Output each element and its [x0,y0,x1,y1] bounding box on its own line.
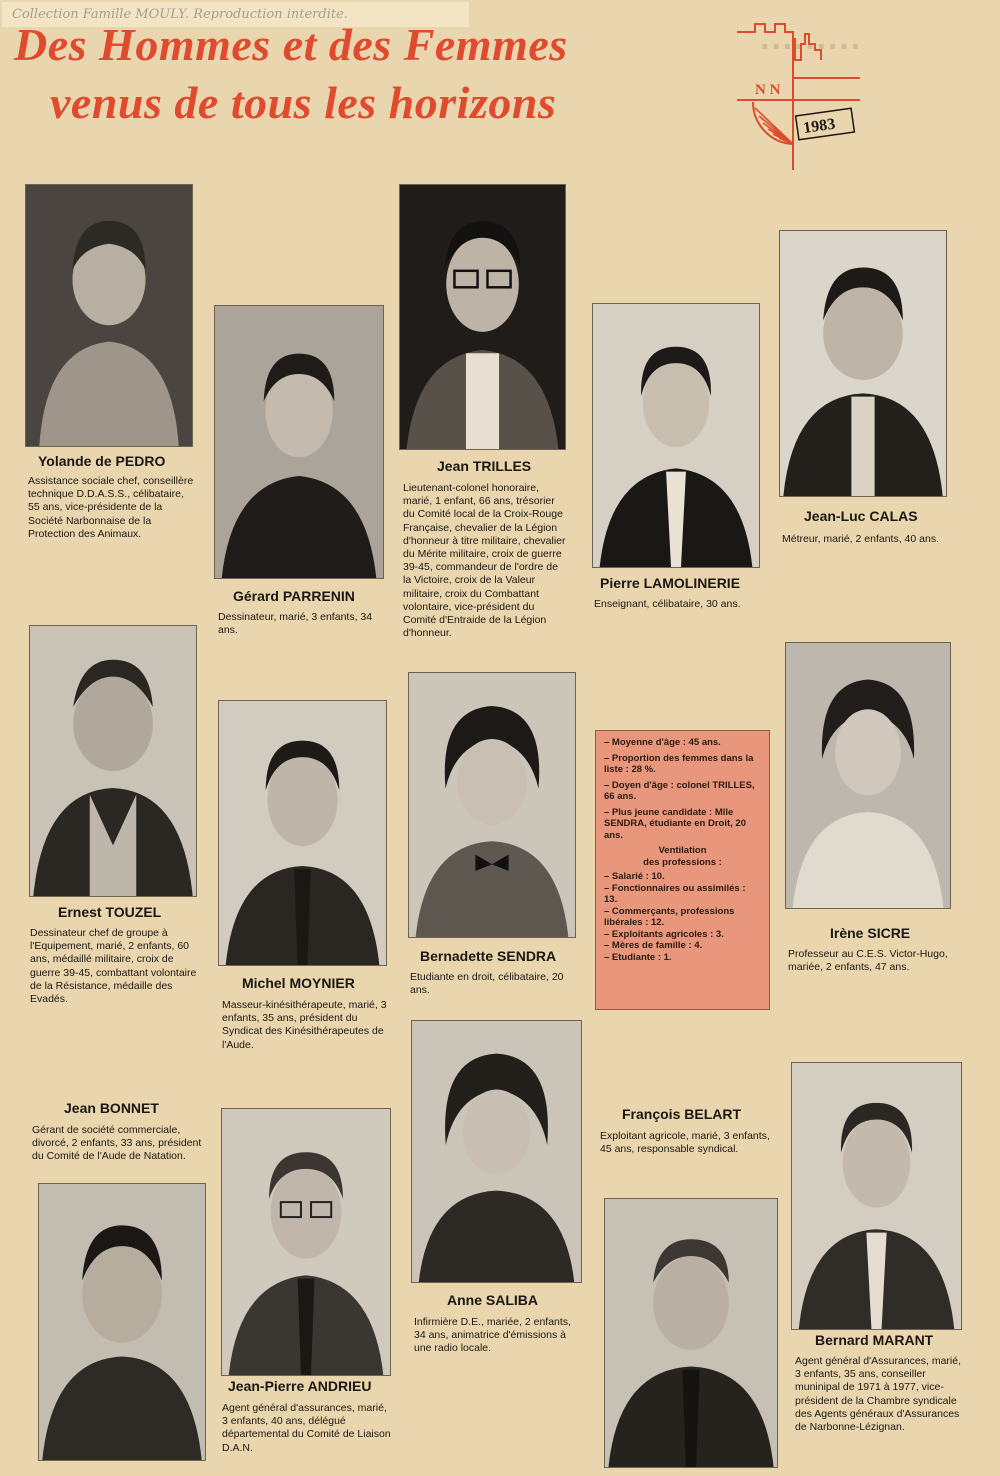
stat-average-age: – Moyenne d'âge : 45 ans. [604,737,721,748]
name-belart: François BELART [622,1106,742,1122]
name-andrieu: Jean-Pierre ANDRIEU [228,1378,372,1394]
name-saliba: Anne SALIBA [447,1292,539,1308]
name-marant: Bernard MARANT [815,1332,934,1348]
bleed-through-text: ········· [760,28,862,66]
name-bonnet: Jean BONNET [64,1100,159,1116]
name-pedro: Yolande de PEDRO [38,453,166,469]
photo-bernard-marant [791,1062,962,1330]
photo-jean-trilles [399,184,566,450]
photo-michel-moynier [218,700,387,966]
ventilation-item: – Fonctionnaires ou assimilés : 13. [604,882,746,905]
photo-bernadette-sendra [408,672,576,938]
photo-jean-pierre-andrieu [221,1108,391,1376]
desc-saliba: Infirmière D.E., mariée, 2 enfants, 34 ans, animatrice d'émissions à une radio locale. [414,1316,571,1355]
desc-belart: Exploitant agricole, marié, 3 enfants, 45 ans, responsable syndical. [600,1130,770,1156]
stat-women-ratio: – Proportion des femmes dans la liste : 28 %. [604,752,754,775]
ventilation-item: – Exploitants agricoles : 3. [604,928,724,940]
ventilation-item: – Etudiante : 1. [604,951,672,963]
desc-parrenin: Dessinateur, marié, 3 enfants, 34 ans. [218,611,373,637]
watermark-banner: Collection Famille MOULY. Reproduction interdite. [2,2,469,27]
photo-jean-bonnet [38,1183,206,1461]
name-moynier: Michel MOYNIER [242,975,355,991]
desc-marant: Agent général d'Assurances, marié, 3 enfants, 35 ans, conseiller muninipal de 1971 à 1977, vice-président de la Chambre syndicale des Agents généraux d'Assurances de Narbonne-Lézignan. [795,1355,962,1434]
headline-line-2: venus de tous les horizons [50,77,557,128]
name-touzel: Ernest TOUZEL [58,904,162,920]
name-sicre: Irène SICRE [830,925,911,941]
name-parrenin: Gérard PARRENIN [233,588,355,604]
ventilation-item: – Commerçants, professions libérales : 12. [604,905,735,928]
photo-jean-luc-calas [779,230,947,497]
desc-moynier: Masseur-kinésithérapeute, marié, 3 enfants, 35 ans, président du Syndicat des Kinésithérapeutes de l'Aude. [222,999,387,1051]
desc-pedro: Assistance sociale chef, conseillère technique D.D.A.S.S., célibataire, 55 ans, vice-présidente de la Société Narbonnaise de la Protection des Animaux. [28,475,194,540]
desc-trilles: Lieutenant-colonel honoraire, marié, 1 enfant, 66 ans, trésorier du Comité local de la Croix-Rouge Française, chevalier de la Légion d'honneur à titre militaire, chevalier du Mérite militaire, croix de guerre 39-45, commandeur de l'ordre de la Victoire, croix de la Valeur militaire, croix du Combattant volontaire, vice-président du Comité d'Entraide de la Légion d'honneur. [403,482,566,640]
photo-anne-saliba [411,1020,582,1283]
desc-sendra: Etudiante en droit, célibataire, 20 ans. [410,971,564,997]
stat-dean: – Doyen d'âge : colonel TRILLES, 66 ans. [604,779,755,802]
nouveau-narbonne-logo [735,20,860,172]
name-trilles: Jean TRILLES [437,458,532,474]
photo-francois-belart [604,1198,778,1468]
logo-year: 1983 [802,115,837,137]
stat-youngest: – Plus jeune candidate : Mlle SENDRA, étudiante en Droit, 20 ans. [604,806,746,841]
name-calas: Jean-Luc CALAS [804,508,918,524]
photo-pierre-lamolinerie [592,303,760,568]
name-lamolinerie: Pierre LAMOLINERIE [600,575,741,591]
photo-ernest-touzel [29,625,197,897]
desc-sicre: Professeur au C.E.S. Victor-Hugo, mariée, 2 enfants, 47 ans. [788,948,948,974]
desc-andrieu: Agent général d'assurances, marié, 3 enfants, 40 ans, délégué départemental du Comité de Liaison D.A.N. [222,1402,391,1454]
desc-calas: Métreur, marié, 2 enfants, 40 ans. [782,533,939,545]
photo-gerard-parrenin [214,305,384,579]
desc-lamolinerie: Enseignant, célibataire, 30 ans. [594,598,741,610]
stats-box [595,730,770,1010]
desc-touzel: Dessinateur chef de groupe à l'Equipement, marié, 2 enfants, 60 ans, médaillé militaire, croix de guerre 39-45, combattant volontaire de la Résistance, médaille des Evadés. [30,927,197,1006]
ventilation-item: – Mères de famille : 4. [604,940,703,951]
desc-bonnet: Gérant de société commerciale, divorcé, 2 enfants, 33 ans, président du Comité de l'Aude de Natation. [32,1124,202,1163]
headline-line-1: Des Hommes et des Femmes [14,19,568,70]
name-sendra: Bernadette SENDRA [420,948,557,964]
photo-irene-sicre [785,642,951,909]
logo-initials: N N [755,82,781,98]
ventilation-item: – Salarié : 10. [604,871,665,882]
photo-yolande-de-pedro [25,184,193,447]
ventilation-heading: Ventilation des professions : [643,845,722,868]
